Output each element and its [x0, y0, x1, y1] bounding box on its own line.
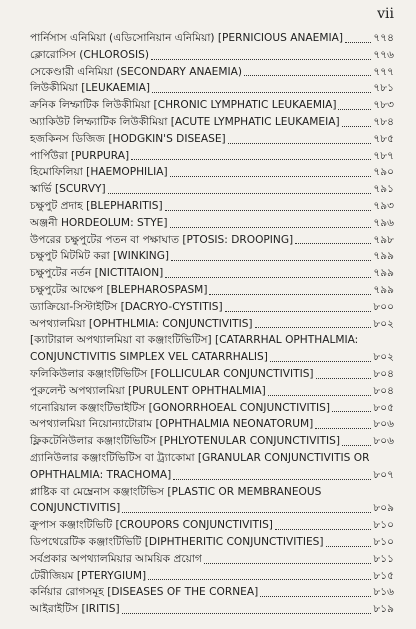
dot-leader — [332, 411, 371, 412]
toc-entry — [30, 80, 394, 97]
toc-entry — [30, 450, 394, 484]
toc-entry-page: ৭৯৮ — [373, 233, 394, 246]
toc-entry-title: সর্বপ্রকার অপথ্যালমিয়ার আময়িক প্রয়োগ — [30, 552, 202, 565]
toc-entry-page: ৭৭৬ — [373, 48, 394, 61]
toc-entry-page: ৮০০ — [373, 300, 394, 313]
toc-entry-page: ৭৯৯ — [373, 250, 394, 263]
dot-leader — [255, 327, 372, 328]
toc-entry-title: হজকিনস ডিজিজ [HODGKIN'S DISEASE] — [30, 132, 226, 145]
toc-entry-title: প্লাষ্টিক বা মেম্ব্রেনাস কঞ্জাংটিভিস [PLASTIC OR MEMBRANEOUS — [30, 485, 322, 498]
toc-entry-page: ৮১০ — [373, 519, 394, 532]
toc-entry-title: অ্যাকিউট লিম্ফ্যাটিক লিউকীমিয়া [ACUTE LYMPHATIC LEUKAMEIA] — [30, 115, 340, 128]
toc-entry — [30, 366, 394, 383]
dot-leader — [342, 445, 371, 446]
toc-entry-title: চক্ষুপুট প্রদাহ [BLEPHARITIS] — [30, 199, 163, 212]
toc-entry-title: পুরুলেন্ট অপথ্যালমিয়া [PURULENT OPHTHALMIA] — [30, 384, 266, 397]
toc-entry — [30, 551, 394, 568]
toc-entry-title: ফলিকিউলার কঞ্জাংটিভিটিস [FOLLICULAR CONJUNCTIVITIS] — [30, 367, 314, 380]
toc-entry-title: গ্র্যানিউলার কঞ্জাংটিভিটিস বা ট্র্যাকোমা [GRANULAR CONJUNCTIVITIS OR — [30, 451, 370, 464]
toc-entry — [30, 517, 394, 534]
dot-leader — [345, 42, 371, 43]
toc-entry-page: ৭৯০ — [373, 166, 394, 179]
toc-entry — [30, 248, 394, 265]
dot-leader — [148, 579, 371, 580]
toc-entry-title: স্কার্ভি [SCURVY] — [30, 183, 106, 196]
toc-entry-page: ৮০৬ — [373, 418, 394, 431]
toc-entry — [30, 299, 394, 316]
dot-leader — [165, 277, 371, 278]
toc-entry-page: ৮০২ — [373, 351, 394, 364]
dot-leader — [171, 260, 371, 261]
dot-leader — [122, 512, 371, 513]
toc-entry-title-continued: OPHTHALMIA: TRACHOMA] — [30, 468, 172, 481]
table-of-contents — [30, 30, 394, 618]
toc-entry-page: ৭৮১ — [373, 82, 394, 95]
toc-entry — [30, 164, 394, 181]
dot-leader — [131, 159, 371, 160]
toc-entry — [30, 601, 394, 618]
toc-entry-page: ৭৭৭ — [373, 65, 394, 78]
toc-entry — [30, 30, 394, 47]
toc-entry-title: চক্ষুপুটের নর্তন [NICTITAION] — [30, 267, 164, 280]
toc-entry-title: অপথ্যালমিয়া [OPHTHLMIA: CONJUNCTIVITIS] — [30, 317, 253, 330]
dot-leader — [316, 378, 372, 379]
toc-entry-title: পার্নিসাস এনিমিয়া (এডিসোনিয়ান এনিমিয়া) [PERNICIOUS ANAEMIA] — [30, 32, 343, 44]
toc-entry — [30, 232, 394, 249]
toc-entry — [30, 265, 394, 282]
toc-entry-page: ৭৯৬ — [373, 216, 394, 229]
toc-entry — [30, 383, 394, 400]
toc-entry-page: ৭৮৭ — [373, 149, 394, 162]
toc-entry-title: ক্রুপাস কঞ্জাংটিভিটি [CROUPORS CONJUNCTIVITIS] — [30, 519, 273, 532]
toc-entry-page: ৭৭৪ — [373, 32, 394, 44]
dot-leader — [122, 613, 372, 614]
toc-entry-page: ৮০৯ — [373, 502, 394, 515]
toc-entry-page: ৭৯১ — [373, 183, 394, 196]
toc-entry-title: গনোরিয়াল কঞ্জাংটিভাইটিস [GONORRHOEAL CONJUNCTIVITIS] — [30, 401, 331, 414]
dot-leader — [152, 92, 371, 93]
dot-leader — [315, 428, 371, 429]
toc-entry-page: ৮০৭ — [373, 468, 394, 481]
toc-entry — [30, 282, 394, 299]
dot-leader — [342, 126, 372, 127]
toc-entry-page: ৮১৬ — [373, 586, 394, 599]
toc-entry-title: ক্লোরোসিস (CHLOROSIS) — [30, 48, 149, 61]
page-number: vii — [377, 6, 394, 22]
toc-entry-title: লিউকীমিয়া [LEUKAEMIA] — [30, 82, 151, 95]
toc-entry-page: ৭৯৯ — [373, 283, 394, 296]
toc-entry — [30, 534, 394, 551]
toc-entry-title: ড্যাক্রিয়ো-সিস্টাইটিস [DACRYO-CYSTITIS] — [30, 300, 223, 313]
dot-leader — [108, 193, 372, 194]
toc-entry-page: ৭৯৩ — [373, 199, 394, 212]
toc-entry — [30, 400, 394, 417]
toc-entry-page: ৭৮৪ — [373, 115, 394, 128]
toc-entry-title-continued: CONJUNCTIVITIS SIMPLEX VEL CATARRHALIS] — [30, 351, 268, 364]
dot-leader — [270, 361, 371, 362]
dot-leader — [268, 395, 372, 396]
dot-leader — [225, 311, 372, 312]
dot-leader — [326, 546, 372, 547]
toc-entry-page: ৮১৯ — [373, 603, 394, 616]
toc-entry-page: ৮১৫ — [373, 569, 394, 582]
dot-leader — [209, 294, 371, 295]
toc-entry — [30, 215, 394, 232]
toc-entry-title: সেকেণ্ডারী এনিমিয়া (SECONDARY ANAEMIA) — [30, 65, 242, 78]
toc-entry — [30, 568, 394, 585]
dot-leader — [204, 563, 372, 564]
toc-entry-title: ডিপথেরেটিক কঞ্জাংটিভিটি [DIPHTHERITIC CONJUNCTIVITIES] — [30, 535, 324, 548]
toc-entry — [30, 148, 394, 165]
dot-leader — [244, 75, 371, 76]
toc-entry — [30, 584, 394, 601]
toc-entry — [30, 181, 394, 198]
dot-leader — [173, 479, 371, 480]
toc-entry-title: অপথ্যালমিয়া নিয়োন্যাটোরাম [OPHTHALMIA NEONATORUM] — [30, 418, 314, 431]
toc-entry-title: উপরের চক্ষুপুটের পতন বা পক্ষাঘাত [PTOSIS: DROOPING] — [30, 233, 294, 246]
toc-entry-title: চক্ষুপুটের আক্ষেপ [BLEPHAROSPASM] — [30, 283, 208, 296]
toc-entry-title: হিমোফিলিয়া [HAEMOPHILIA] — [30, 166, 168, 179]
toc-entry-title: ফ্লিকটেনিউলার কঞ্জাংটিভিটিস [PHLYOTENULAR CONJUNCTIVITIS] — [30, 435, 341, 448]
toc-entry — [30, 131, 394, 148]
toc-entry-title-continued: CONJUNCTIVITIS] — [30, 502, 121, 515]
toc-entry-page: ৮০৪ — [373, 367, 394, 380]
toc-entry-title: অঞ্জনী HORDEOLUM: STYE] — [30, 216, 168, 229]
toc-entry-page: ৭৯৯ — [373, 267, 394, 280]
dot-leader — [275, 529, 371, 530]
dot-leader — [260, 596, 371, 597]
dot-leader — [295, 243, 371, 244]
toc-entry-page: ৮০২ — [373, 317, 394, 330]
toc-entry-page: ৮০৫ — [373, 401, 394, 414]
toc-entry-title: আইরাইটিস [IRITIS] — [30, 603, 120, 616]
toc-entry-title: ক্রনিক লিম্ফাটিক লিউকীমিয়া [CHRONIC LYMPHATIC LEUKAEMIA] — [30, 99, 337, 112]
dot-leader — [165, 210, 372, 211]
toc-entry — [30, 47, 394, 64]
toc-entry-page: ৭৮৫ — [373, 132, 394, 145]
toc-entry-page: ৮১১ — [373, 552, 394, 565]
dot-leader — [151, 59, 371, 60]
toc-entry-title: পার্পিউরা [PURPURA] — [30, 149, 130, 162]
toc-entry — [30, 433, 394, 450]
toc-entry-title: কর্নিয়ার রোগসমূহ [DISEASES OF THE CORNEA] — [30, 586, 259, 599]
toc-entry-page: ৮০৪ — [373, 384, 394, 397]
toc-entry — [30, 484, 394, 518]
toc-entry-page: ৮০৬ — [373, 435, 394, 448]
dot-leader — [170, 227, 372, 228]
dot-leader — [228, 143, 372, 144]
toc-entry-page: ৮১০ — [373, 535, 394, 548]
toc-entry — [30, 316, 394, 333]
toc-entry — [30, 416, 394, 433]
toc-entry — [30, 97, 394, 114]
toc-entry — [30, 114, 394, 131]
toc-entry-title: চক্ষুপুট মিটমিট করা [WINKING] — [30, 250, 170, 263]
toc-entry — [30, 64, 394, 81]
toc-entry — [30, 198, 394, 215]
dot-leader — [338, 109, 371, 110]
toc-entry-title: [ক্যাটারাল অপথ্যালমিয়া বা কঞ্জাংটিভিটিস] [CATARRHAL OPHTHALMIA: — [30, 334, 359, 347]
toc-entry-title: টেরীজিয়ম [PTERYGIUM] — [30, 569, 147, 582]
toc-entry-page: ৭৮৩ — [373, 99, 394, 112]
dot-leader — [170, 176, 372, 177]
toc-entry — [30, 332, 394, 366]
